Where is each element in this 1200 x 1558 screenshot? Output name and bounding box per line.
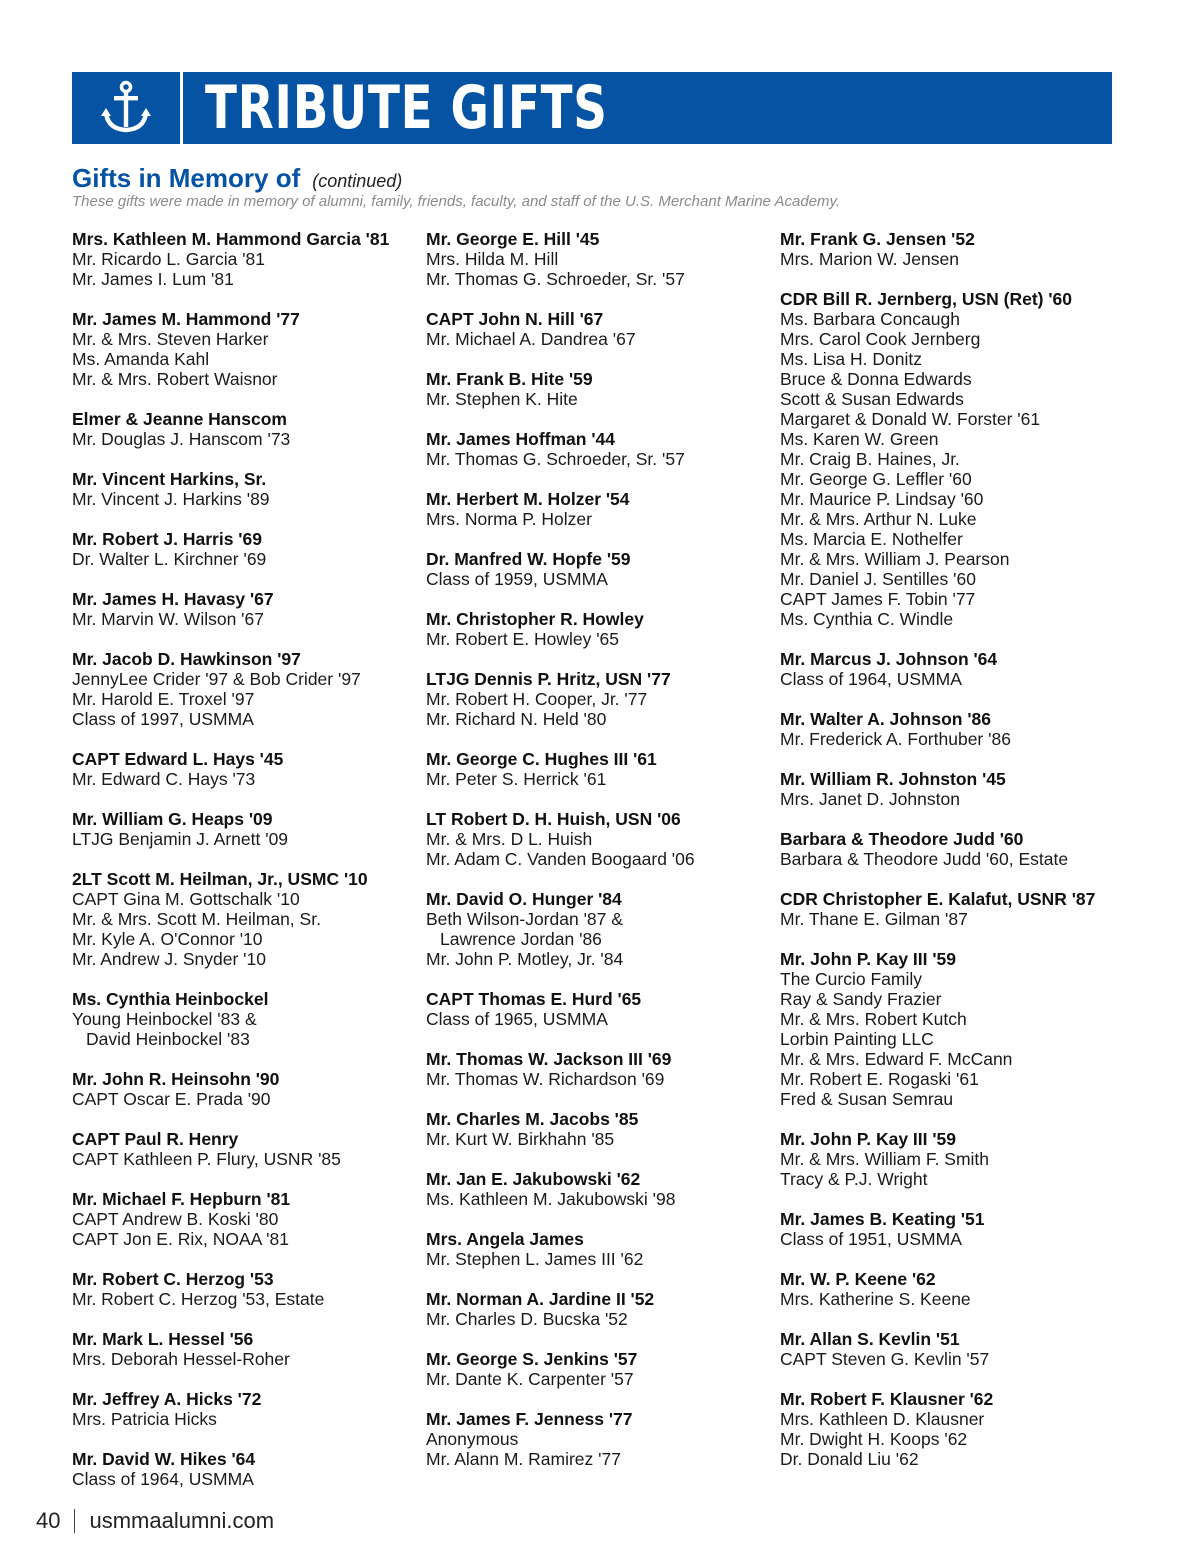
honoree-name: Mrs. Angela James [426,1229,584,1249]
tribute-entry [780,709,1120,749]
honoree-name: Mr. Walter A. Johnson '86 [780,709,991,729]
donor-name: CAPT Steven G. Kevlin '57 [780,1349,990,1369]
tribute-entry [72,649,412,729]
page-number: 40 [36,1508,61,1533]
honoree-name: Mr. James Hoffman '44 [426,429,615,449]
tribute-entry [426,609,766,649]
tribute-entry [426,489,766,529]
donor-name: Mr. & Mrs. Robert Kutch [780,1009,967,1029]
donor-name: Class of 1997, USMMA [72,709,254,729]
tribute-entry [426,1049,766,1089]
donor-name: Mr. Alann M. Ramirez '77 [426,1449,621,1469]
donor-name: Mr. & Mrs. Scott M. Heilman, Sr. [72,909,321,929]
donor-name: Mrs. Norma P. Holzer [426,509,592,529]
donor-name: Mr. Adam C. Vanden Boogaard '06 [426,849,695,869]
tribute-entry [426,809,766,869]
anchor-icon [98,80,154,136]
footer-divider [74,1509,75,1533]
donor-name: Mr. Kyle A. O'Connor '10 [72,929,263,949]
tribute-entry [426,1229,766,1269]
tribute-entry [426,1169,766,1209]
tribute-entry [72,309,412,389]
section-continued: (continued) [312,171,403,191]
tribute-entry [426,369,766,409]
donor-name: Dr. Donald Liu '62 [780,1449,919,1469]
tribute-entry [72,1389,412,1429]
column-2 [426,229,766,1489]
tribute-entry [426,549,766,589]
donor-name: Mr. Dwight H. Koops '62 [780,1429,968,1449]
page-footer [36,1506,274,1536]
donor-name: Mr. Edward C. Hays '73 [72,769,256,789]
tribute-entry [426,429,766,469]
donor-name: Mr. Maurice P. Lindsay '60 [780,489,984,509]
tribute-entry [780,769,1120,809]
donor-name: Class of 1951, USMMA [780,1229,962,1249]
honoree-name: Mr. Christopher R. Howley [426,609,644,629]
donor-name: Mr. Thomas W. Richardson '69 [426,1069,665,1089]
tribute-entry [426,229,766,289]
donor-name: Mr. Frederick A. Forthuber '86 [780,729,1011,749]
honoree-name: Mr. Thomas W. Jackson III '69 [426,1049,672,1069]
tribute-entry [426,669,766,729]
honoree-name: Mr. Marcus J. Johnson '64 [780,649,998,669]
tribute-entry [72,869,412,969]
tribute-entry [72,409,412,449]
tribute-entry [780,1389,1120,1469]
honoree-name: Mr. Charles M. Jacobs '85 [426,1109,639,1129]
donor-name: Lorbin Painting LLC [780,1029,934,1049]
honoree-name: Mr. George S. Jenkins '57 [426,1349,638,1369]
donor-name: Scott & Susan Edwards [780,389,964,409]
tribute-entry [72,589,412,629]
honoree-name: Mr. David O. Hunger '84 [426,889,622,909]
honoree-name: Mr. Robert C. Herzog '53 [72,1269,274,1289]
donor-name: Mr. & Mrs. Edward F. McCann [780,1049,1013,1069]
donor-name: Ms. Amanda Kahl [72,349,210,369]
tribute-entry [780,1209,1120,1249]
honoree-name: Mr. Vincent Harkins, Sr. [72,469,267,489]
tribute-entry [426,989,766,1029]
donor-name: Barbara & Theodore Judd '60, Estate [780,849,1069,869]
section-description: These gifts were made in memory of alumni, family, friends, faculty, and staff of the U.S. Merchant Marine Academy. [72,193,841,210]
tribute-entry [426,749,766,789]
donor-name: Mrs. Deborah Hessel-Roher [72,1349,290,1369]
tribute-entry [72,1329,412,1369]
donor-name: CAPT Andrew B. Koski '80 [72,1209,279,1229]
honoree-name: Mr. Frank B. Hite '59 [426,369,593,389]
tribute-entry [426,1289,766,1329]
donor-name: Class of 1965, USMMA [426,1009,608,1029]
honoree-name: Mr. James H. Havasy '67 [72,589,274,609]
honoree-name: Mr. James B. Keating '51 [780,1209,985,1229]
honoree-name: CAPT John N. Hill '67 [426,309,604,329]
donor-name: Mr. & Mrs. Arthur N. Luke [780,509,977,529]
donor-name: Young Heinbockel '83 & [72,1009,257,1029]
donor-name: Mr. Dante K. Carpenter '57 [426,1369,634,1389]
honoree-name: Mr. Herbert M. Holzer '54 [426,489,630,509]
honoree-name: Ms. Cynthia Heinbockel [72,989,269,1009]
donor-name: Tracy & P.J. Wright [780,1169,928,1189]
donor-name: Mrs. Katherine S. Keene [780,1289,971,1309]
donor-name: Mr. Robert H. Cooper, Jr. '77 [426,689,648,709]
honoree-name: Mr. John R. Heinsohn '90 [72,1069,280,1089]
honoree-name: Mr. William R. Johnston '45 [780,769,1006,789]
tribute-entry [780,1329,1120,1369]
donor-name: Mr. & Mrs. William J. Pearson [780,549,1010,569]
donor-name: Mr. Robert E. Howley '65 [426,629,619,649]
tribute-entry [780,649,1120,689]
donor-name: CAPT James F. Tobin '77 [780,589,976,609]
donor-name: Lawrence Jordan '86 [440,929,602,949]
donor-name: Mr. Ricardo L. Garcia '81 [72,249,265,269]
tribute-entry [426,1349,766,1389]
tribute-entry [426,889,766,969]
tribute-entry [72,1189,412,1249]
honoree-name: CAPT Paul R. Henry [72,1129,239,1149]
tribute-entry [780,1269,1120,1309]
donor-name: Mr. Kurt W. Birkhahn '85 [426,1129,615,1149]
tribute-entry [72,989,412,1049]
honoree-name: Elmer & Jeanne Hanscom [72,409,287,429]
tribute-entry [780,289,1120,629]
footer-site: usmmaalumni.com [89,1508,275,1533]
tribute-entry [72,1449,412,1489]
donor-name: Fred & Susan Semrau [780,1089,954,1109]
donor-name: Mrs. Hilda M. Hill [426,249,559,269]
honoree-name: Mr. George C. Hughes III '61 [426,749,657,769]
honoree-name: LTJG Dennis P. Hritz, USN '77 [426,669,671,689]
donor-name: Class of 1964, USMMA [72,1469,254,1489]
donor-name: Mrs. Kathleen D. Klausner [780,1409,985,1429]
tribute-entry [780,1129,1120,1189]
donor-name: Class of 1964, USMMA [780,669,962,689]
section-heading [72,160,402,196]
donor-name: Mr. Andrew J. Snyder '10 [72,949,266,969]
column-3 [780,229,1120,1489]
honoree-name: Mr. Mark L. Hessel '56 [72,1329,254,1349]
honoree-name: CDR Bill R. Jernberg, USN (Ret) '60 [780,289,1072,309]
honoree-name: LT Robert D. H. Huish, USN '06 [426,809,681,829]
tribute-entry [72,229,412,289]
honoree-name: Dr. Manfred W. Hopfe '59 [426,549,631,569]
donor-name: Mr. & Mrs. D L. Huish [426,829,593,849]
donor-name: Mr. Richard N. Held '80 [426,709,607,729]
donor-name: Mr. Robert C. Herzog '53, Estate [72,1289,325,1309]
donor-name: Ms. Karen W. Green [780,429,939,449]
donor-name: JennyLee Crider '97 & Bob Crider '97 [72,669,361,689]
honoree-name: Mr. Robert J. Harris '69 [72,529,262,549]
honoree-name: Mr. Frank G. Jensen '52 [780,229,975,249]
donor-name: Mr. Stephen K. Hite [426,389,578,409]
donor-name: Ms. Marcia E. Nothelfer [780,529,963,549]
donor-name: Mr. Douglas J. Hanscom '73 [72,429,291,449]
tribute-entry [72,1069,412,1109]
donor-name: Mr. Craig B. Haines, Jr. [780,449,960,469]
donor-name: Mr. Thomas G. Schroeder, Sr. '57 [426,449,685,469]
honoree-name: Mr. James F. Jenness '77 [426,1409,633,1429]
donor-name: Anonymous [426,1429,519,1449]
honoree-name: Mr. Allan S. Kevlin '51 [780,1329,960,1349]
tribute-entry [72,469,412,509]
honoree-name: Mr. John P. Kay III '59 [780,1129,956,1149]
donor-name: Margaret & Donald W. Forster '61 [780,409,1041,429]
tribute-entry [72,749,412,789]
donor-name: David Heinbockel '83 [86,1029,250,1049]
honoree-name: Mr. W. P. Keene '62 [780,1269,936,1289]
donor-name: Mr. Thomas G. Schroeder, Sr. '57 [426,269,685,289]
honoree-name: Mr. John P. Kay III '59 [780,949,956,969]
header-banner [72,72,1112,144]
honoree-name: Mr. William G. Heaps '09 [72,809,273,829]
donor-name: Mr. Daniel J. Sentilles '60 [780,569,976,589]
donor-name: Mr. George G. Leffler '60 [780,469,972,489]
tribute-entry [72,1129,412,1169]
donor-name: Mrs. Marion W. Jensen [780,249,959,269]
donor-name: CAPT Kathleen P. Flury, USNR '85 [72,1149,341,1169]
donor-name: Mr. Harold E. Troxel '97 [72,689,255,709]
donor-name: Mrs. Carol Cook Jernberg [780,329,981,349]
donor-name: Mr. Robert E. Rogaski '61 [780,1069,979,1089]
tribute-entry [426,309,766,349]
donor-name: Class of 1959, USMMA [426,569,608,589]
tribute-entry [780,229,1120,269]
honoree-name: Mr. Michael F. Hepburn '81 [72,1189,291,1209]
donor-name: Bruce & Donna Edwards [780,369,972,389]
donor-name: Mr. John P. Motley, Jr. '84 [426,949,624,969]
donor-name: Mrs. Janet D. Johnston [780,789,960,809]
honoree-name: Mr. James M. Hammond '77 [72,309,300,329]
donor-name: LTJG Benjamin J. Arnett '09 [72,829,289,849]
donor-name: Mrs. Patricia Hicks [72,1409,217,1429]
donor-name: Dr. Walter L. Kirchner '69 [72,549,267,569]
honoree-name: CDR Christopher E. Kalafut, USNR '87 [780,889,1096,909]
donor-name: CAPT Oscar E. Prada '90 [72,1089,271,1109]
honoree-name: Mr. Jacob D. Hawkinson '97 [72,649,301,669]
honoree-name: CAPT Edward L. Hays '45 [72,749,284,769]
honoree-name: Mr. Robert F. Klausner '62 [780,1389,994,1409]
banner-divider [180,72,183,144]
donor-name: Ms. Cynthia C. Windle [780,609,954,629]
donor-name: Ray & Sandy Frazier [780,989,942,1009]
donor-name: Mr. & Mrs. Robert Waisnor [72,369,278,389]
honoree-name: CAPT Thomas E. Hurd '65 [426,989,642,1009]
donor-name: Mr. Michael A. Dandrea '67 [426,329,636,349]
honoree-name: Barbara & Theodore Judd '60 [780,829,1024,849]
donor-name: Mr. Thane E. Gilman '87 [780,909,968,929]
donor-name: Ms. Lisa H. Donitz [780,349,922,369]
tribute-entry [426,1409,766,1469]
donor-name: Ms. Kathleen M. Jakubowski '98 [426,1189,676,1209]
donor-name: Mr. Charles D. Bucska '52 [426,1309,628,1329]
anchor-icon-box [72,72,180,144]
tribute-entry [426,1109,766,1149]
donor-name: Mr. Marvin W. Wilson '67 [72,609,264,629]
honoree-name: Mr. George E. Hill '45 [426,229,600,249]
section-title: Gifts in Memory of [72,163,301,193]
tribute-entry [72,529,412,569]
donor-name: The Curcio Family [780,969,922,989]
donor-name: Mr. Stephen L. James III '62 [426,1249,644,1269]
honoree-name: 2LT Scott M. Heilman, Jr., USMC '10 [72,869,368,889]
tribute-entry [72,1269,412,1309]
honoree-name: Mr. David W. Hikes '64 [72,1449,256,1469]
honoree-name: Mr. Jan E. Jakubowski '62 [426,1169,641,1189]
honoree-name: Mr. Norman A. Jardine II '52 [426,1289,655,1309]
tribute-entry [780,949,1120,1109]
page-title: TRIBUTE GIFTS [205,73,608,143]
donor-name: Mr. Peter S. Herrick '61 [426,769,607,789]
tribute-entry [780,889,1120,929]
donor-name: Beth Wilson-Jordan '87 & [426,909,623,929]
column-1 [72,229,412,1509]
donor-name: Mr. Vincent J. Harkins '89 [72,489,270,509]
donor-name: CAPT Jon E. Rix, NOAA '81 [72,1229,289,1249]
tribute-entry [72,809,412,849]
donor-name: Ms. Barbara Concaugh [780,309,960,329]
honoree-name: Mrs. Kathleen M. Hammond Garcia '81 [72,229,390,249]
donor-name: Mr. James I. Lum '81 [72,269,234,289]
tribute-entry [780,829,1120,869]
donor-name: Mr. & Mrs. William F. Smith [780,1149,990,1169]
donor-name: Mr. & Mrs. Steven Harker [72,329,269,349]
honoree-name: Mr. Jeffrey A. Hicks '72 [72,1389,262,1409]
donor-name: CAPT Gina M. Gottschalk '10 [72,889,300,909]
